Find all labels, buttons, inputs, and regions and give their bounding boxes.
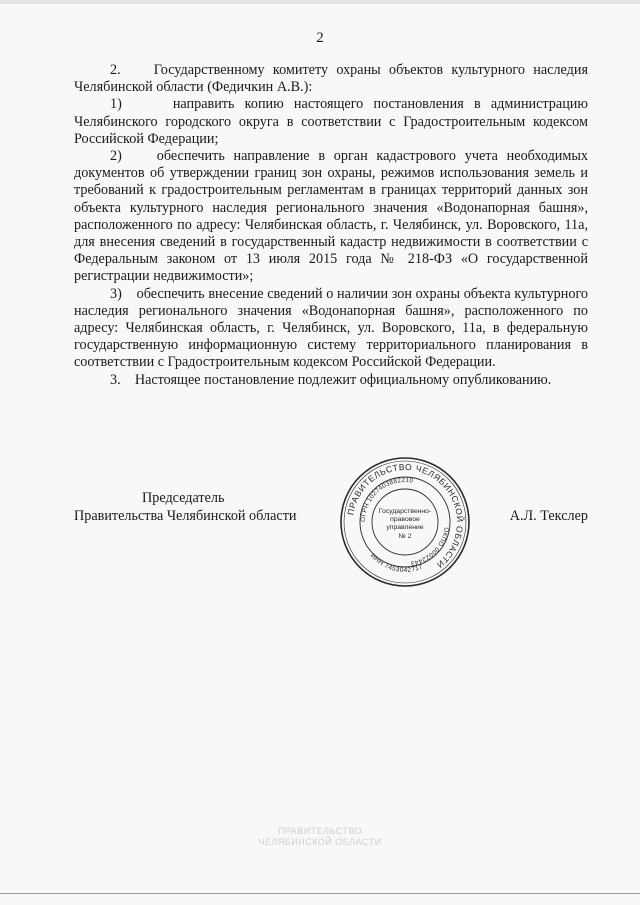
document-body	[74, 62, 588, 389]
seal-center-line4: № 2	[398, 533, 412, 540]
watermark-line1: ПРАВИТЕЛЬСТВО	[277, 826, 363, 836]
paragraph-subitem-1: 1) направить копию настоящего постановления в администрацию Челябинского городского округа в соответствии с Градостроительным кодексом Российской Федерации;	[74, 96, 588, 147]
seal-center-line3: управление	[386, 524, 424, 531]
signatory-name: А.Л. Текслер	[509, 508, 588, 524]
seal-ogrn-text: ОГРН 1027403882210	[359, 476, 414, 523]
official-seal-stamp	[338, 455, 472, 589]
watermark-stamp	[0, 826, 640, 848]
seal-okpo-text: ОКПО 00022443	[409, 526, 450, 567]
paragraph-item-2: 2. Государственному комитету охраны объектов культурного наследия Челябинской области (Федичкин А.В.):	[74, 62, 588, 96]
paragraph-item-3: 3. Настоящее постановление подлежит официальному опубликованию.	[110, 371, 552, 388]
seal-graphic	[338, 455, 472, 589]
seal-center-line1: Государственно-	[378, 508, 432, 515]
page-number: 2	[316, 30, 324, 46]
paragraph-subitem-2: 2) обеспечить направление в орган кадастрового учета необходимых документов об утверждении границ зон охраны, режимов использования земель и требований к градостроительным регламентам в границах территорий данных зон объекта культурного наследия регионального значения «Водонапорная башня», расположенного по адресу: Челябинская область, г. Челябинск, ул. Воровского, 11а, для внесения сведений в государственный кадастр недвижимости в соответствии с Федеральным законом от 13 июля 2015 года № 218-ФЗ «О государственной регистрации недвижимости»;	[74, 148, 588, 285]
paragraph-subitem-3: 3) обеспечить внесение сведений о наличии зон охраны объекта культурного наследия регионального значения «Водонапорная башня», расположенного по адресу: Челябинская область, г. Челябинск, ул. Воровского, 11а, в федеральную государственную информационную систему территориального планирования в соответствии с Градостроительным кодексом Российской Федерации.	[74, 285, 588, 371]
seal-center-line2: правовое	[390, 516, 420, 523]
scan-bottom-edge	[0, 893, 640, 894]
signatory-title-line2: Правительства Челябинской области	[74, 508, 297, 524]
scan-edge	[0, 0, 640, 4]
seal-outer-text: ПРАВИТЕЛЬСТВО ЧЕЛЯБИНСКОЙ ОБЛАСТИ	[345, 461, 466, 571]
seal-inn-text: ИНН 7453042717	[368, 552, 425, 575]
watermark-line2: ЧЕЛЯБИНСКОЙ ОБЛАСТИ	[258, 837, 382, 847]
signature-block	[74, 490, 588, 600]
signatory-title-line1: Председатель	[142, 490, 225, 506]
